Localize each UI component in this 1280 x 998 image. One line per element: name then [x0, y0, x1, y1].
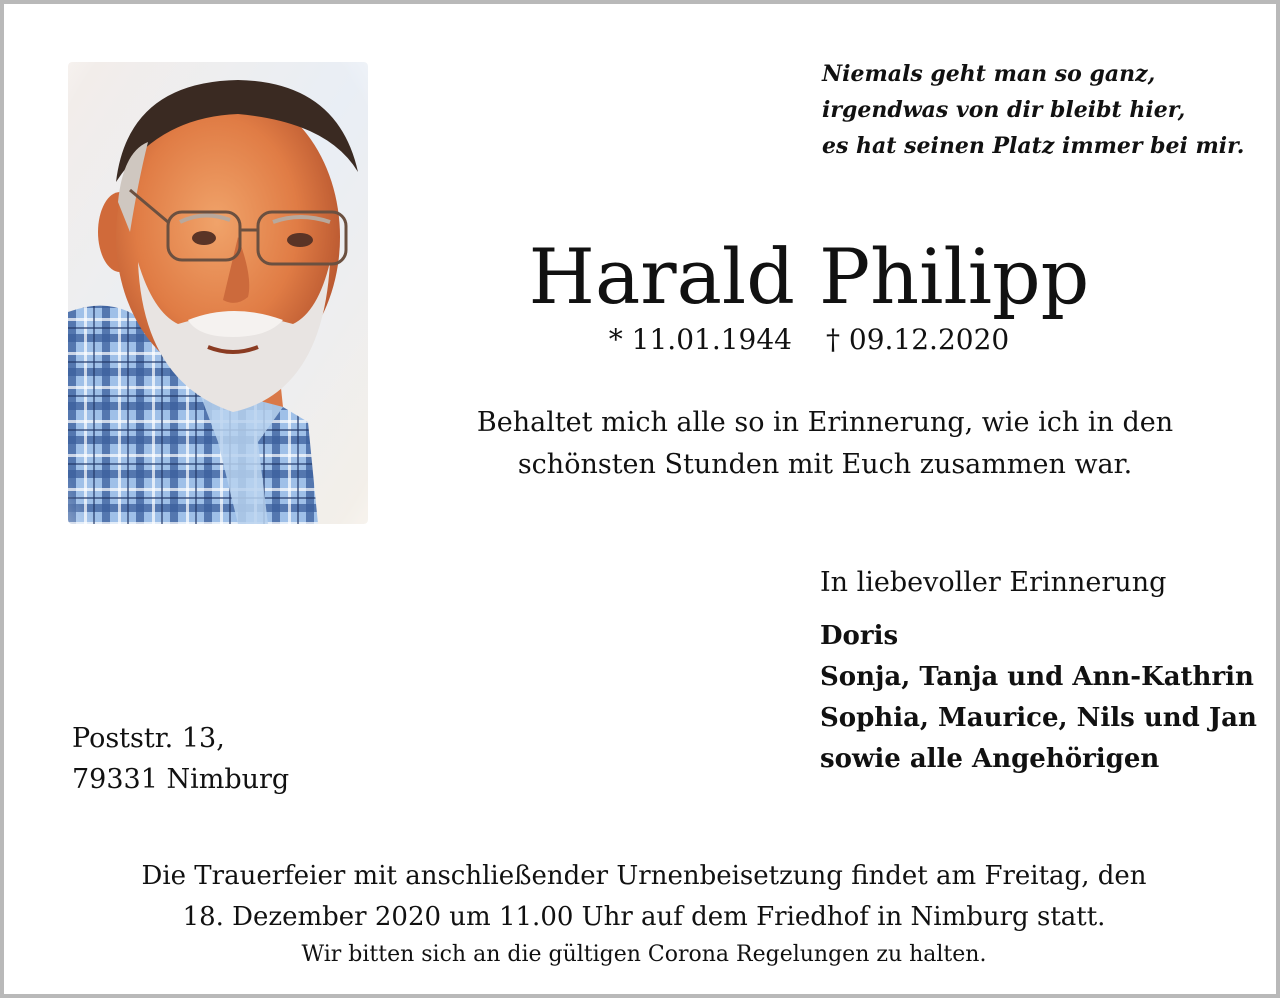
corona-note: Wir bitten sich an die gültigen Corona Regelungen zu halten. — [301, 942, 987, 967]
poem-line: irgendwas von dir bleibt hier, — [822, 97, 1186, 123]
family-line: sowie alle Angehörigen — [820, 744, 1160, 774]
poem-line: Niemals geht man so ganz, — [822, 61, 1156, 87]
address-street: Poststr. 13, — [72, 723, 225, 754]
portrait-photo — [68, 62, 368, 524]
family-list — [820, 616, 1260, 780]
life-dates — [424, 318, 1194, 362]
ceremony-line: 18. Dezember 2020 um 11.00 Uhr auf dem Friedhof in Nimburg statt. — [182, 902, 1106, 932]
ceremony-info — [44, 856, 1244, 972]
poem-line: es hat seinen Platz immer bei mir. — [822, 133, 1245, 159]
deceased-name: Harald Philipp — [528, 232, 1090, 321]
family-line: Doris — [820, 621, 899, 651]
poem — [822, 56, 1262, 164]
motto-line: Behaltet mich alle so in Erinnerung, wie ich in den — [476, 407, 1174, 438]
family-line: Sophia, Maurice, Nils und Jan — [820, 703, 1257, 733]
family-line: Sonja, Tanja und Ann-Kathrin — [820, 662, 1254, 692]
motto-line: schönsten Stunden mit Euch zusammen war. — [517, 449, 1133, 480]
motto — [424, 402, 1226, 486]
death-date: † 09.12.2020 — [826, 323, 1010, 356]
address-city: 79331 Nimburg — [72, 764, 290, 795]
address — [72, 718, 392, 800]
ceremony-line: Die Trauerfeier mit anschließender Urnenbeisetzung findet am Freitag, den — [141, 861, 1147, 891]
memory-label: In liebevoller Erinnerung — [820, 567, 1167, 598]
birth-date: * 11.01.1944 — [608, 323, 792, 356]
